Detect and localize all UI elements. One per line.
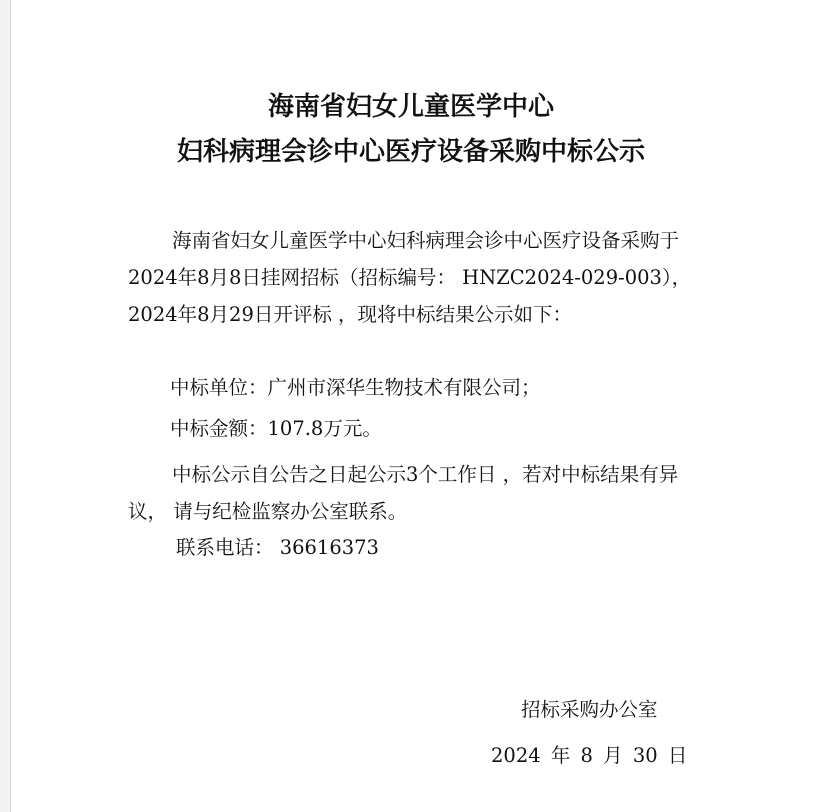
title-line-1: 海南省妇女儿童医学中心 bbox=[267, 92, 554, 122]
notice-paragraph bbox=[128, 456, 698, 530]
issue-date: 2024 年 8 月 30 日 bbox=[491, 744, 688, 767]
winner-line: 中标单位：广州市深华生物技术有限公司； bbox=[170, 376, 541, 399]
intro-text: 海南省妇女儿童医学中心妇科病理会诊中心医疗设备采购于2024年8月8日挂网招标（招标编号： HNZC2024-029-003），2024年8月29日开评标 ，现将中标结果公示如下： bbox=[128, 229, 692, 326]
title-line-2: 妇科病理会诊中心医疗设备采购中标公示 bbox=[176, 137, 645, 167]
issuer-signature: 招标采购办公室 bbox=[521, 698, 658, 721]
phone-line: 联系电话： 36616373 bbox=[176, 536, 379, 559]
amount-line: 中标金额：107.8万元。 bbox=[170, 417, 382, 440]
intro-paragraph bbox=[128, 222, 698, 333]
notice-text: 中标公示自公告之日起公示3个工作日 ，若对中标结果有异议， 请与纪检监察办公室联系。 bbox=[128, 463, 679, 523]
